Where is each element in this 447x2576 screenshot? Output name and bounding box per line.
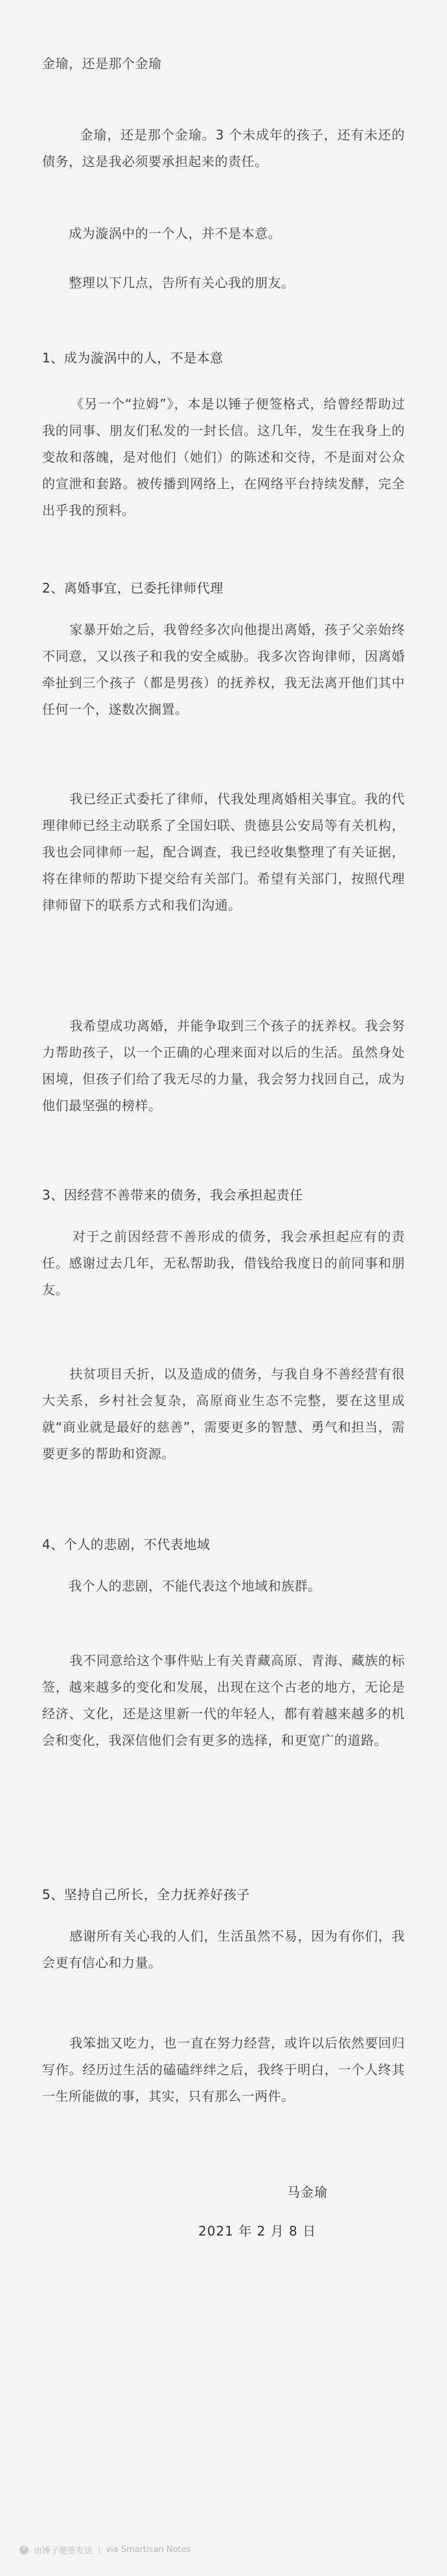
section-paragraph: 《另一个“拉姆”》，本是以锤子便签格式，给曾经帮助过我的同事、朋友们私发的一封长信。这几年，发生在我身上的变故和落魄，是对他们（她们）的陈述和交待，不是面对公众的宣泄和套路。被传播到网络上，在网络平台持续发酵，完全出乎我的预料。: [42, 396, 405, 518]
section-heading: 5、坚持自己所长，全力抚养好孩子: [42, 1887, 250, 1902]
smartisan-logo-icon: T: [19, 2546, 29, 2555]
section-paragraph: 我笨拙又吃力，也一直在努力经营，或许以后依然要回归写作。经历过生活的磕磕绊绊之后，我终于明白，一个人终其一生所能做的事，其实，只有那么一两件。: [42, 2035, 405, 2104]
footer: [19, 2544, 190, 2556]
intro-paragraph: 成为漩涡中的一个人，并不是本意。: [42, 226, 282, 241]
note-title: 金瑜，还是那个金瑜: [42, 56, 162, 71]
section-paragraph: 我不同意给这个事件贴上有关青藏高原、青海、藏族的标签，越来越多的变化和发展，出现在这个古老的地方，无论是经济、文化，还是这里新一代的年轻人，都有着越来越多的机会和变化，我深信他们会有更多的选择，和更宽广的道路。: [42, 1653, 405, 1748]
section-paragraph: 我已经正式委托了律师，代我处理离婚相关事宜。我的代理律师已经主动联系了全国妇联、贵德县公安局等有关机构，我也会同律师一起，配合调查，我已经收集整理了有关证据，将在律师的帮助下提交给有关部门。希望有关部门，按照代理律师留下的联系方式和我们沟通。: [42, 791, 405, 913]
section-heading: 3、因经营不善带来的债务，我会承担起责任: [42, 1187, 303, 1203]
section-heading: 1、成为漩涡中的人，不是本意: [42, 350, 224, 366]
intro-paragraph: 整理以下几点，告所有关心我的朋友。: [42, 275, 295, 290]
section-paragraph: 我希望成功离婚，并能争取到三个孩子的抚养权。我会努力帮助孩子，以一个正确的心理来面对以后的生活。虽然身处困境，但孩子们给了我无尽的力量，我会努力找回自己，成为他们最坚强的榜样。: [42, 1018, 405, 1113]
section-paragraph: 对于之前因经营不善形成的债务，我会承担起应有的责任。感谢过去几年，无私帮助我，借钱给我度日的前同事和朋友。: [42, 1229, 405, 1297]
intro-paragraph: 金瑜，还是那个金瑜。3 个未成年的孩子，还有未还的债务，这是我必须要承担起来的责任。: [42, 127, 405, 169]
signature-name: 马金瑜: [287, 2184, 328, 2200]
section-paragraph: 家暴开始之后，我曾经多次向他提出离婚，孩子父亲始终不同意，又以孩子和我的安全威胁。我多次咨询律师，因离婚牵扯到三个孩子（都是男孩）的抚养权，我无法离开他们其中任何一个，遂数次搁置。: [42, 622, 405, 717]
section-heading: 4、个人的悲剧，不代表地域: [42, 1537, 211, 1552]
section-heading: 2、离婚事宜，已委托律师代理: [42, 580, 224, 596]
section-paragraph: 扶贫项目夭折，以及造成的债务，与我自身不善经营有很大关系，乡村社会复杂，高原商业生态不完整，要在这里成就“商业就是最好的慈善”，需要更多的智慧、勇气和担当，需要更多的帮助和资源。: [42, 1366, 405, 1461]
footer-source: 由锤子便签发送: [34, 2546, 93, 2556]
section-paragraph: 感谢所有关心我的人们，生活虽然不易，因为有你们，我会更有信心和力量。: [42, 1928, 405, 1970]
footer-source-en: via Smartisan Notes: [106, 2545, 191, 2555]
footer-separator: |: [98, 2545, 101, 2555]
section-paragraph: 我个人的悲剧，不能代表这个地域和族群。: [42, 1578, 321, 1594]
signature-date: 2021 年 2 月 8 日: [198, 2223, 317, 2239]
